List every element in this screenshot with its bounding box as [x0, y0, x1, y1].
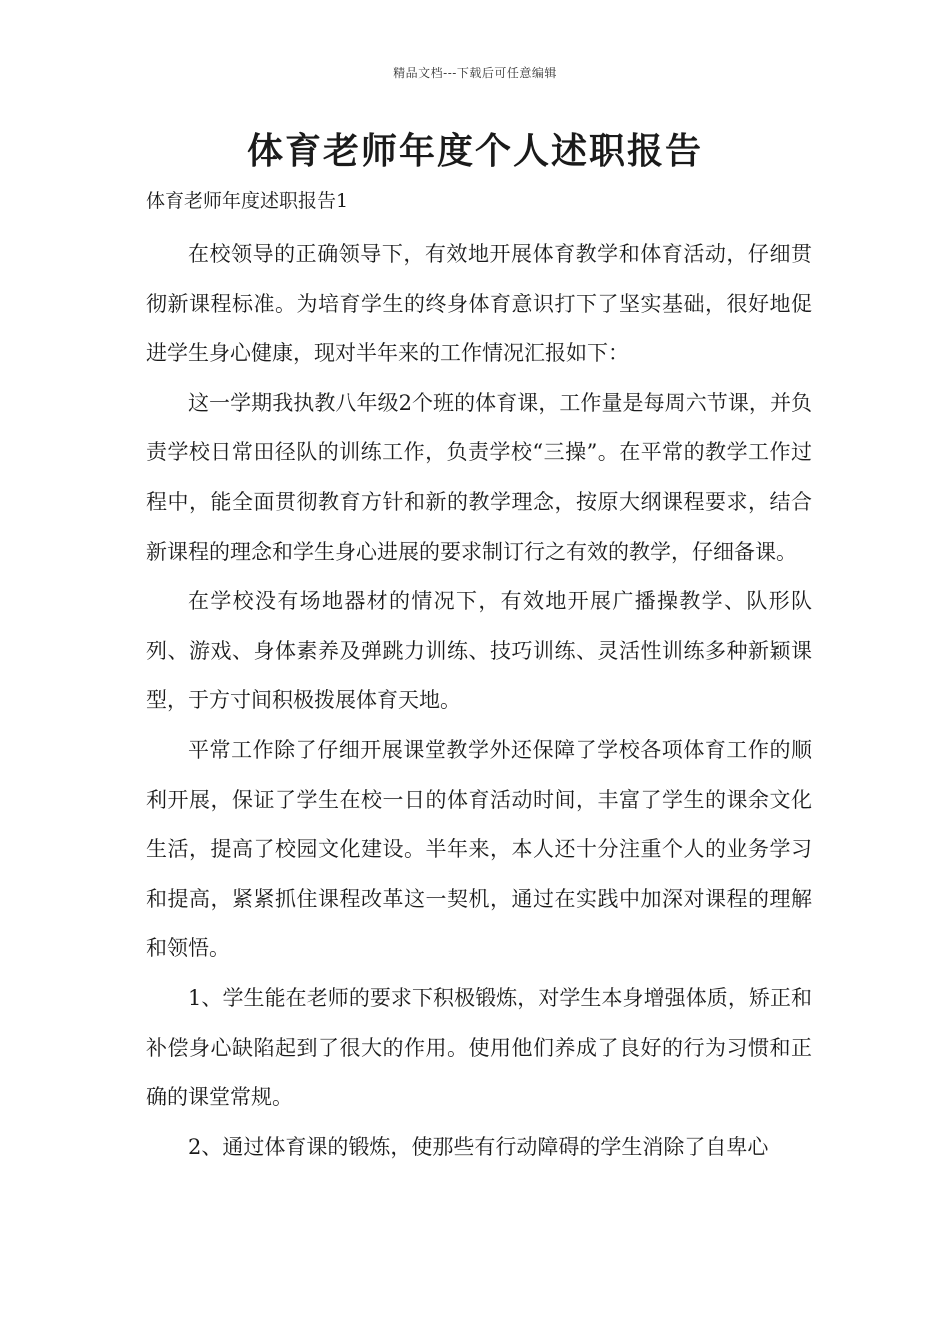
paragraph: 1、学生能在老师的要求下积极锻炼，对学生本身增强体质，矫正和补偿身心缺陷起到了很大的作用。使用他们养成了良好的行为习惯和正确的课堂常规。 — [146, 985, 812, 1110]
document-body — [146, 230, 812, 1172]
document-title: 体育老师年度个人述职报告 — [246, 130, 703, 172]
paragraph: 这一学期我执教八年级2个班的体育课，工作量是每周六节课，并负责学校日常田径队的训练工作，负责学校“三操”。在平常的教学工作过程中，能全面贯彻教育方针和新的教学理念，按原大纲课程要求，结合新课程的理念和学生身心进展的要求制订行之有效的教学，仔细备课。 — [146, 390, 812, 564]
document-subtitle: 体育老师年度述职报告1 — [146, 190, 349, 212]
paragraph: 在校领导的正确领导下，有效地开展体育教学和体育活动，仔细贯彻新课程标准。为培育学生的终身体育意识打下了坚实基础，很好地促进学生身心健康，现对半年来的工作情况汇报如下： — [146, 242, 812, 366]
header-note: 精品文档---下载后可任意编辑 — [393, 66, 557, 80]
paragraph: 在学校没有场地器材的情况下，有效地开展广播操教学、队形队列、游戏、身体素养及弹跳力训练、技巧训练、灵活性训练多种新颖课型，于方寸间积极拨展体育天地。 — [146, 589, 812, 713]
paragraph: 平常工作除了仔细开展课堂教学外还保障了学校各项体育工作的顺利开展，保证了学生在校一日的体育活动时间，丰富了学生的课余文化生活，提高了校园文化建设。半年来，本人还十分注重个人的业务学习和提高，紧紧抓住课程改革这一契机，通过在实践中加深对课程的理解和领悟。 — [146, 737, 812, 961]
paragraph: 2、通过体育课的锻炼，使那些有行动障碍的学生消除了自卑心 — [188, 1134, 769, 1159]
